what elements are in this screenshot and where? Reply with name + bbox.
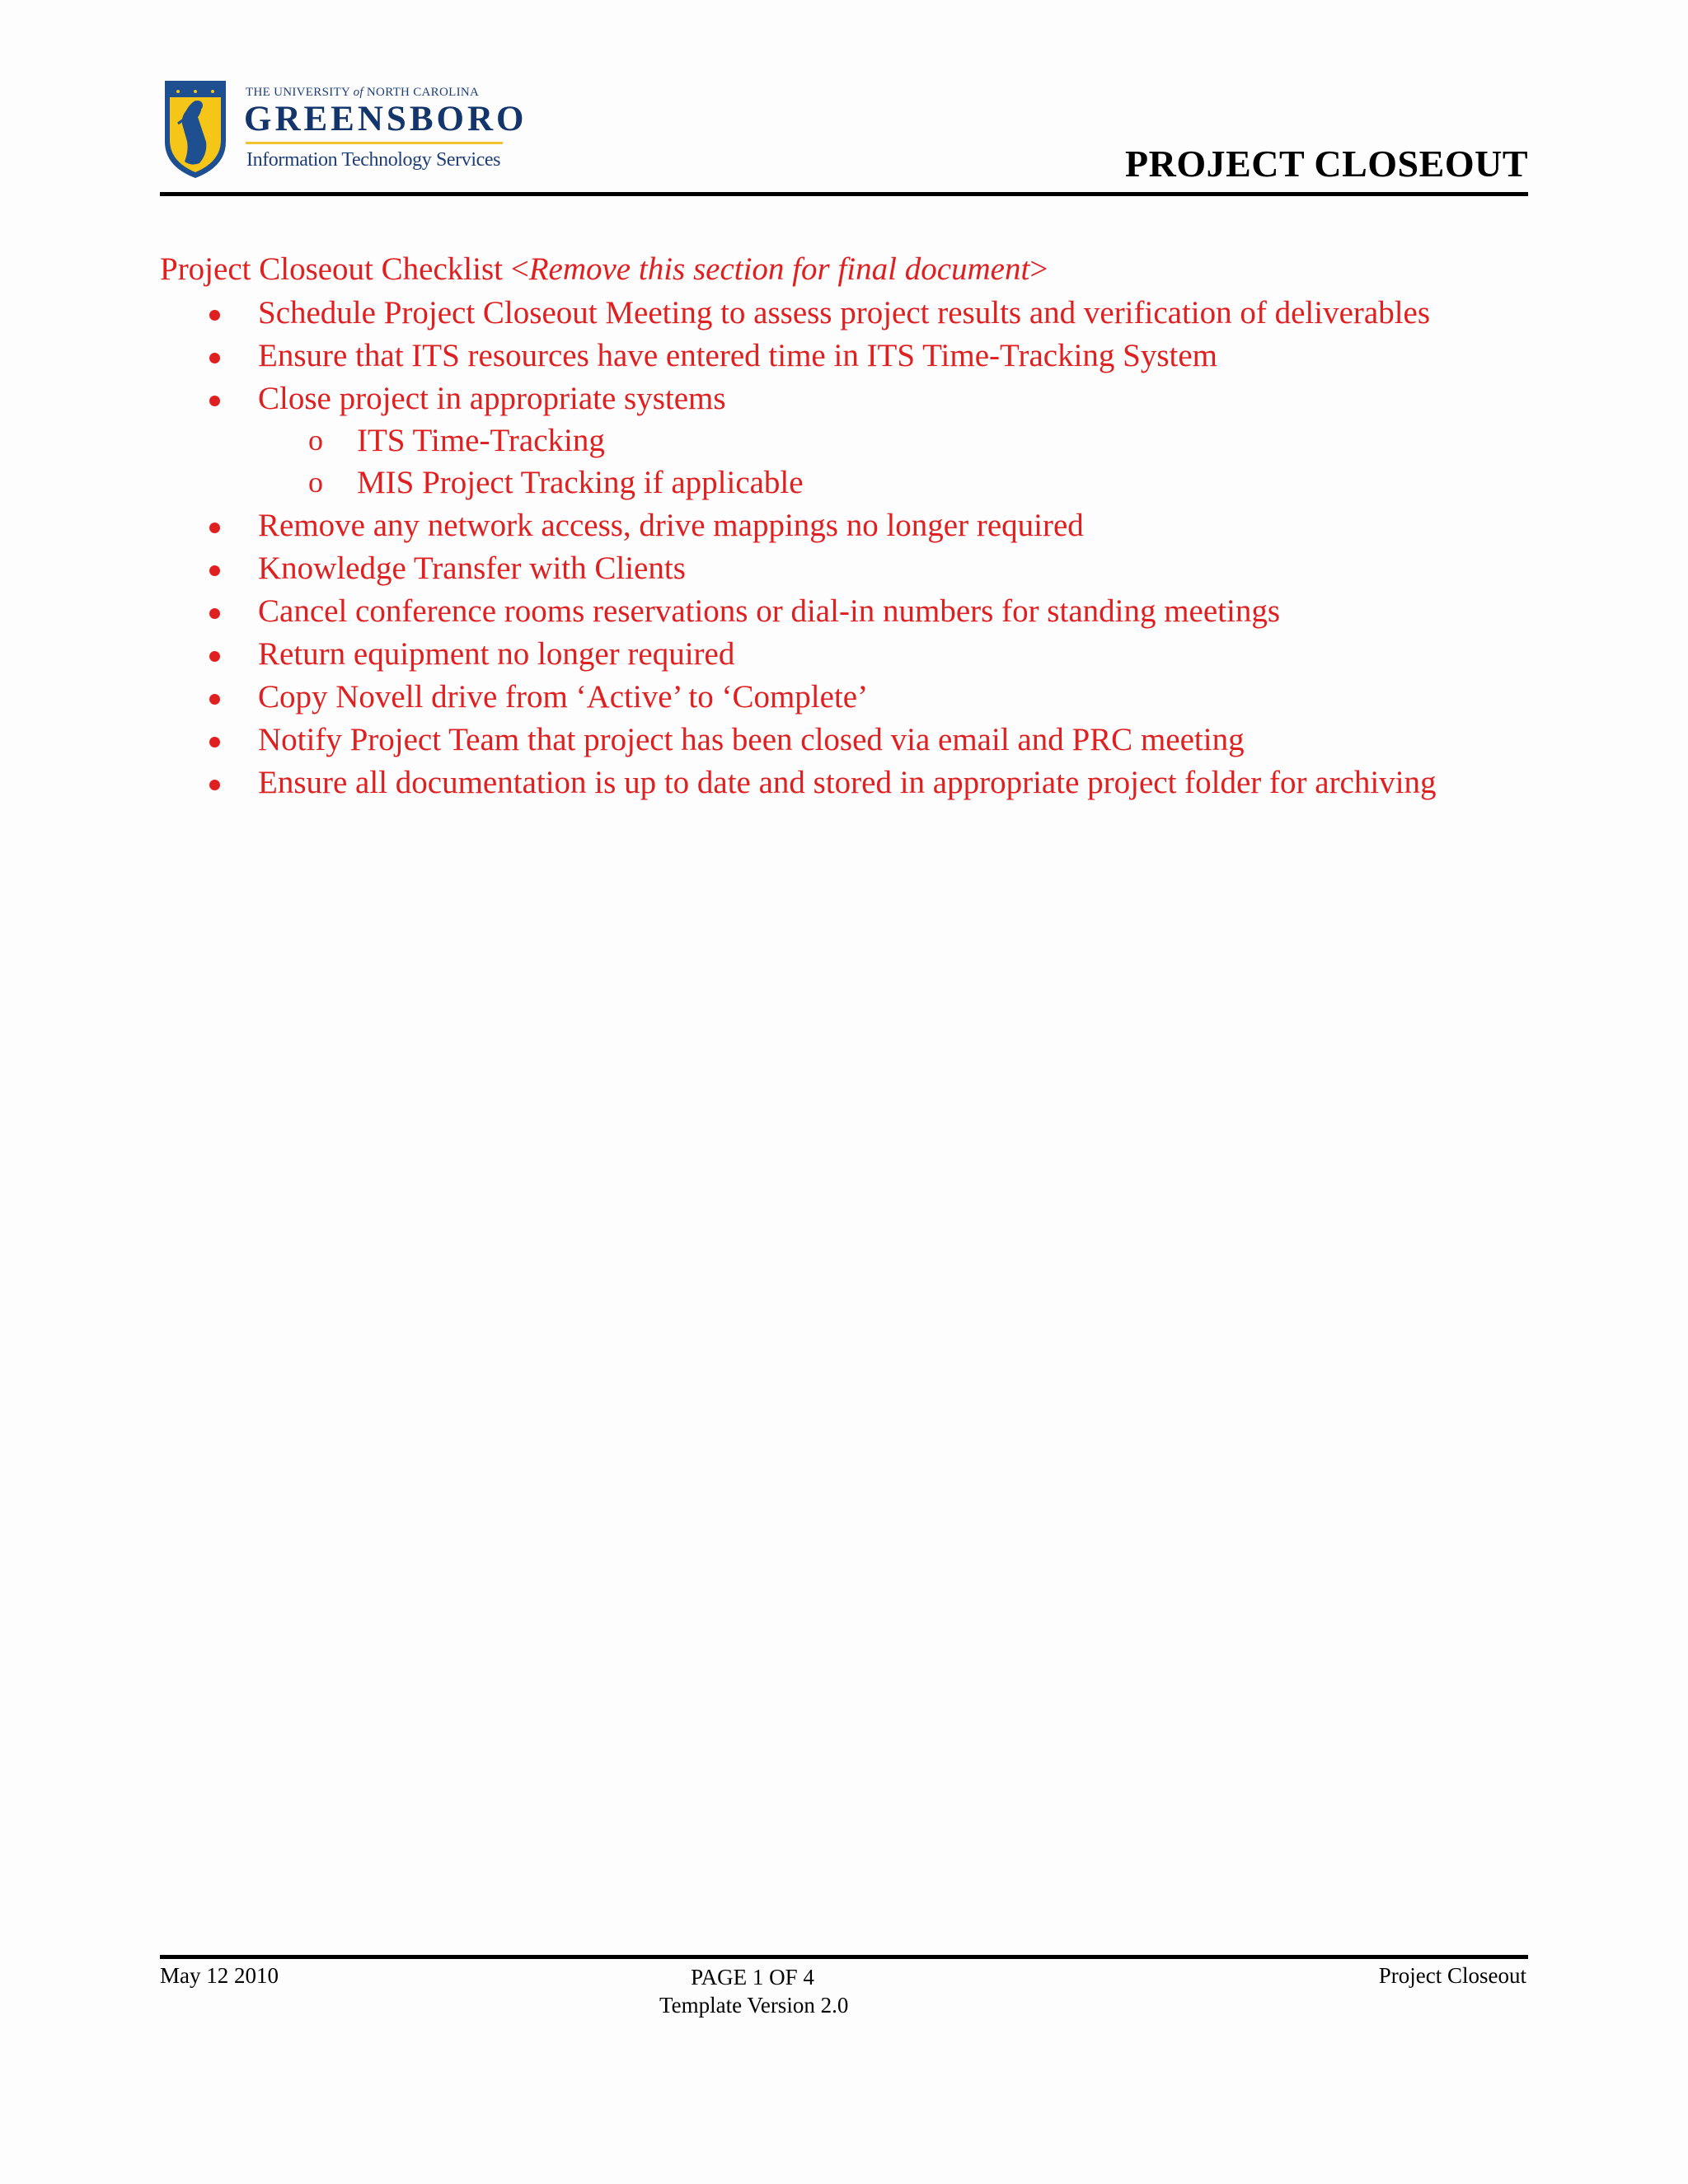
document-title: PROJECT CLOSEOUT — [1125, 143, 1528, 185]
uncg-its-logo — [162, 69, 528, 185]
bullet-icon — [209, 310, 220, 321]
footer-date: May 12 2010 — [160, 1963, 279, 1988]
footer-divider — [160, 1955, 1528, 1959]
page-number: PAGE 1 OF 4 — [691, 1965, 814, 1990]
list-item: Schedule Project Closeout Meeting to assess project results and verification of deliverables — [160, 292, 1528, 334]
header-divider — [160, 192, 1528, 196]
list-item: Notify Project Team that project has been closed via email and PRC meeting — [160, 719, 1528, 761]
list-item: Ensure all documentation is up to date and stored in appropriate project folder for archiving — [160, 762, 1528, 804]
logo-greensboro: GREENSBORO — [244, 100, 528, 138]
list-item: Copy Novell drive from ‘Active’ to ‘Complete’ — [160, 676, 1528, 718]
bullet-icon — [209, 608, 220, 619]
footer-document-name: Project Closeout — [1378, 1963, 1526, 1988]
closeout-checklist — [160, 247, 1528, 804]
list-item: Knowledge Transfer with Clients — [160, 547, 1528, 589]
university-shield-icon — [162, 74, 229, 180]
list-item: Remove any network access, drive mappings no longer required — [160, 504, 1528, 546]
list-item: Close project in appropriate systems o ITS Time-Tracking o MIS Project Tracking if applicable — [160, 377, 1528, 504]
hollow-bullet-icon: o — [308, 466, 323, 499]
sub-list-item: o MIS Project Tracking if applicable — [160, 462, 1528, 504]
sub-list — [258, 419, 1528, 504]
bullet-icon — [209, 780, 220, 790]
bullet-icon — [209, 565, 220, 576]
bullet-icon — [209, 353, 220, 363]
bullet-icon — [209, 523, 220, 533]
list-item: Return equipment no longer required — [160, 633, 1528, 675]
hollow-bullet-icon: o — [308, 424, 323, 457]
checklist-heading: Project Closeout Checklist <Remove this section for final document> — [160, 251, 1048, 287]
bullet-icon — [209, 651, 220, 662]
list-item: Cancel conference rooms reservations or dial-in numbers for standing meetings — [160, 590, 1528, 632]
logo-divider — [246, 142, 503, 144]
footer-page-info — [659, 1963, 849, 2019]
list-item: Ensure that ITS resources have entered time in ITS Time-Tracking System — [160, 335, 1528, 377]
logo-its: Information Technology Services — [246, 149, 501, 171]
checklist-items — [160, 292, 1528, 804]
logo-university-line: THE UNIVERSITY of NORTH CAROLINA — [246, 86, 480, 99]
sub-list-item: o ITS Time-Tracking — [160, 419, 1528, 462]
template-version: Template Version 2.0 — [659, 1993, 849, 2018]
bullet-icon — [209, 396, 220, 406]
bullet-icon — [209, 737, 220, 748]
bullet-icon — [209, 694, 220, 705]
